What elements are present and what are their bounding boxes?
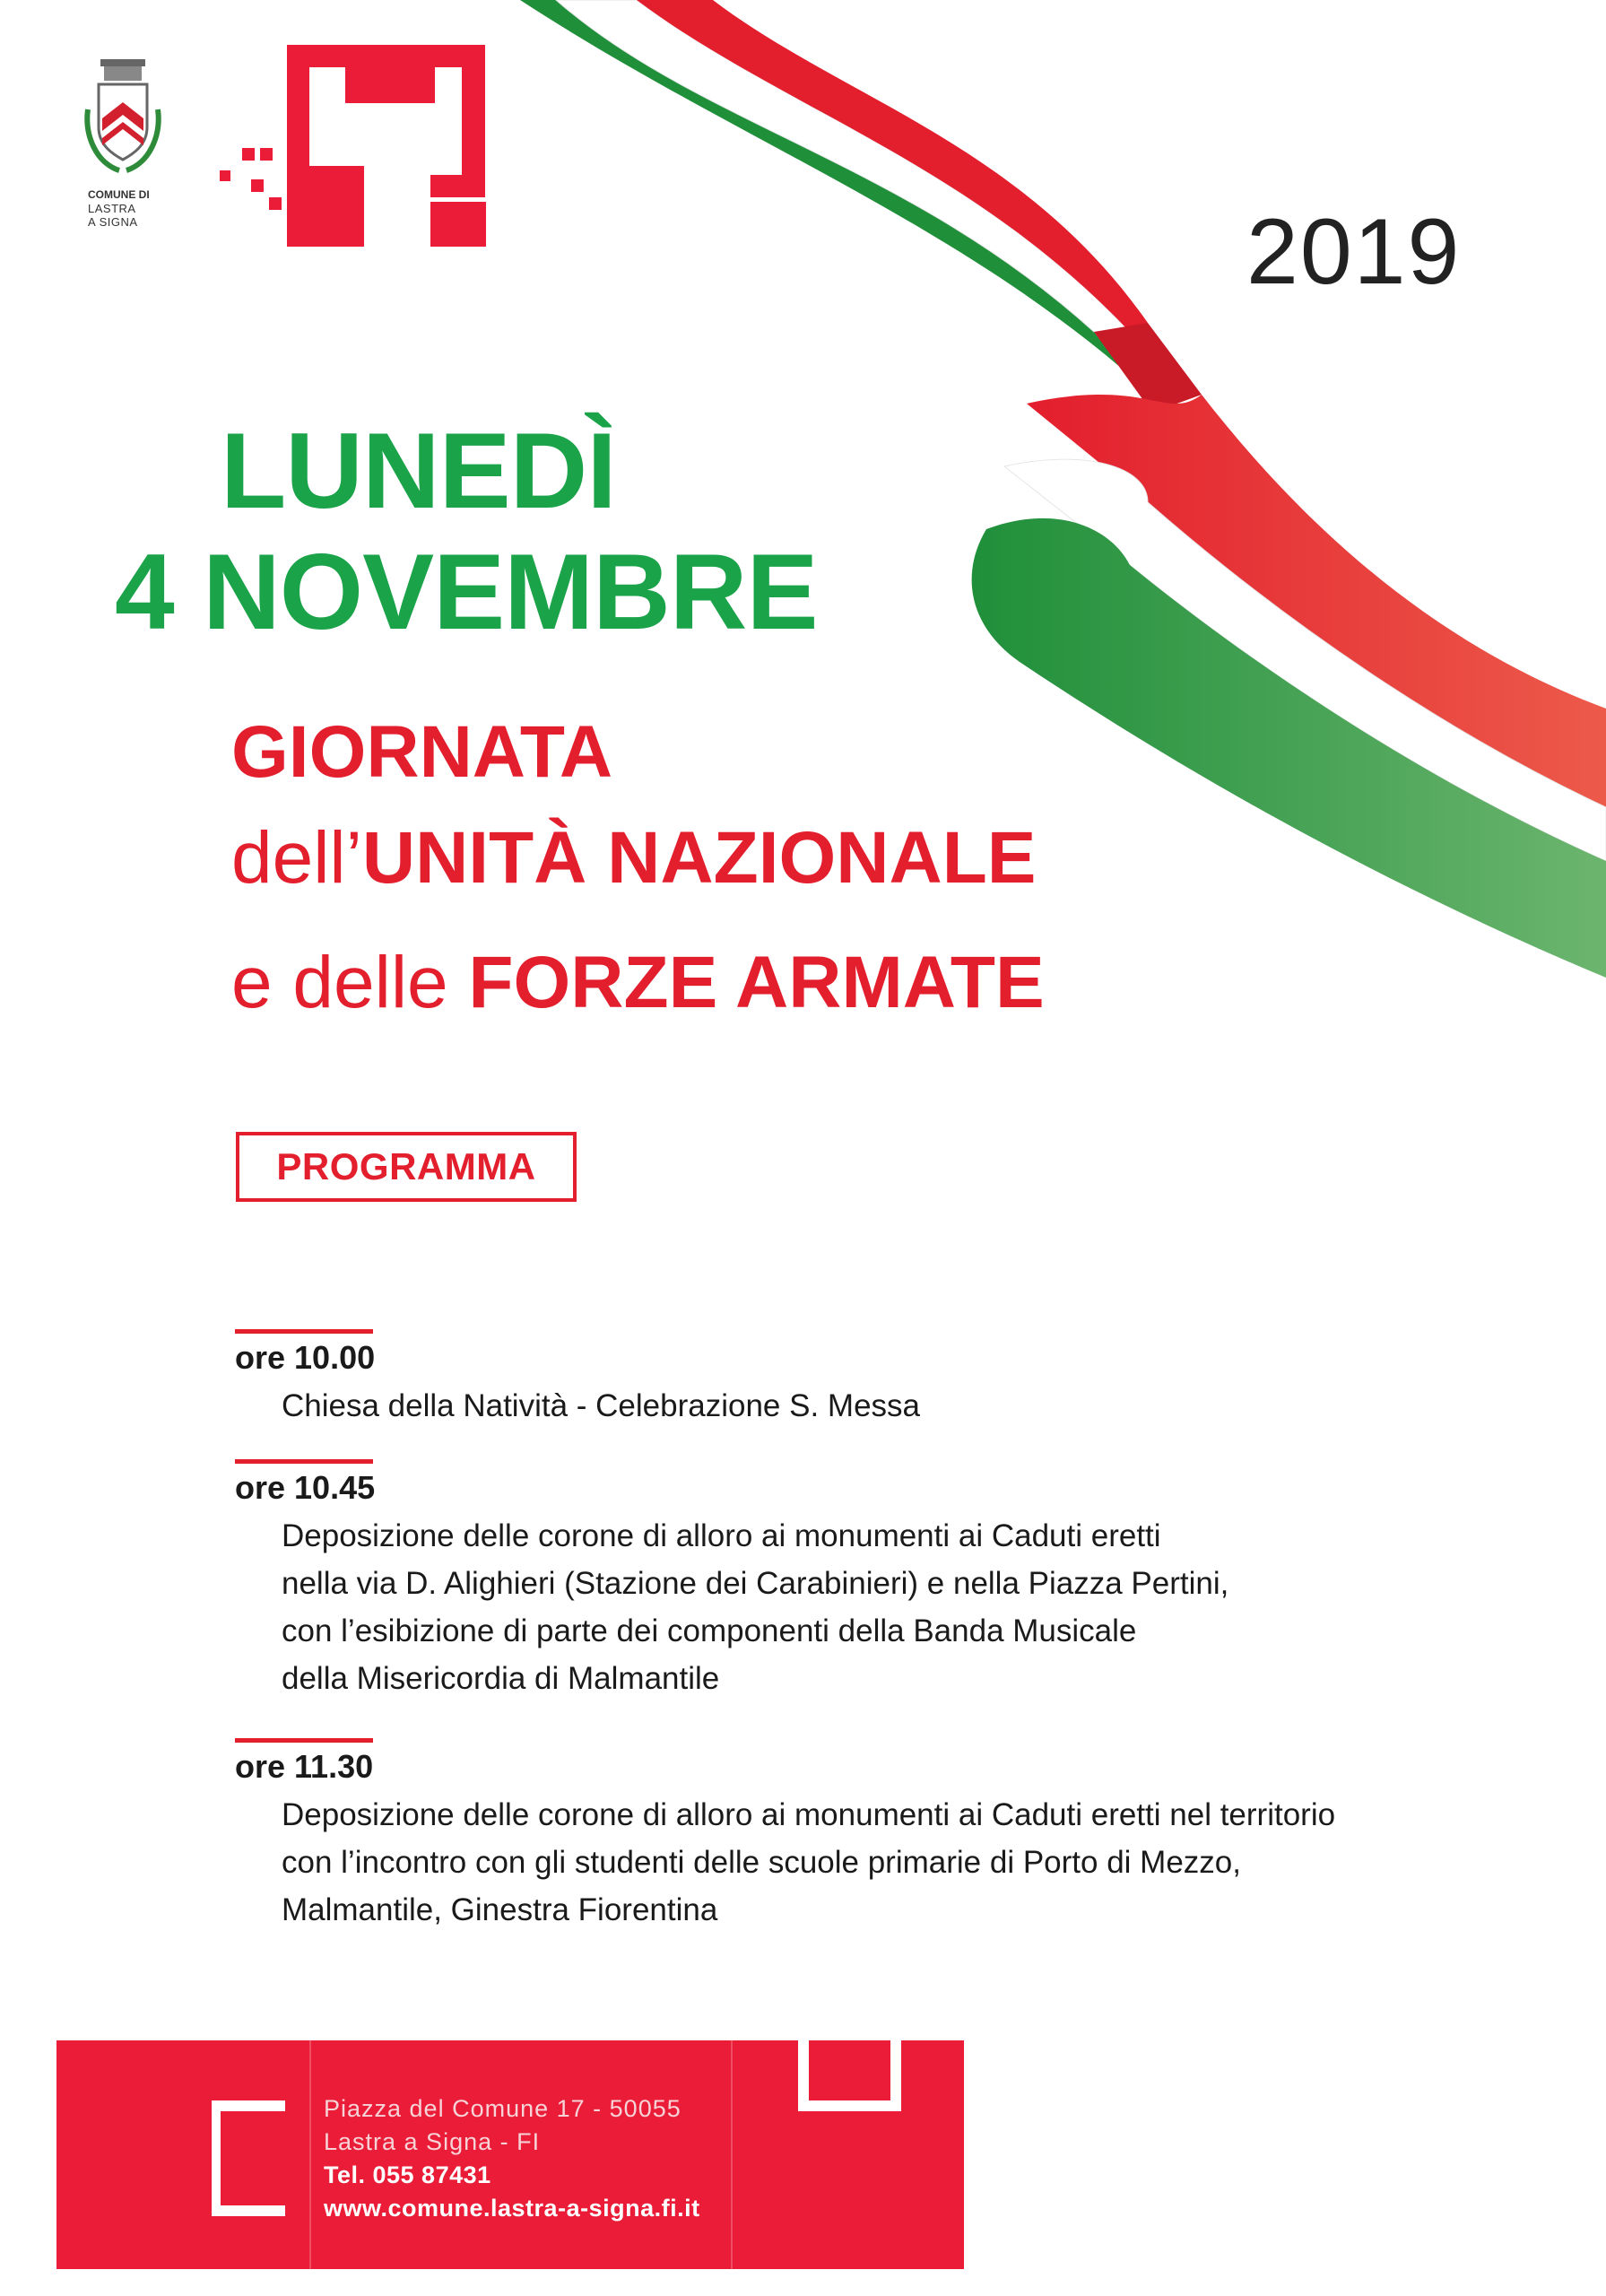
comune-label-line1: COMUNE DI	[88, 188, 150, 201]
schedule-divider	[235, 1738, 373, 1743]
schedule-description	[282, 1791, 1335, 1934]
footer-address-line2: Lastra a Signa - FI	[324, 2128, 541, 2155]
schedule-description-line: con l’esibizione di parte dei componenti della Banda Musicale	[282, 1613, 1137, 1648]
schedule-divider	[235, 1459, 373, 1464]
comune-crest-icon	[79, 56, 167, 190]
event-title-line2-prefix: dell’	[231, 817, 362, 899]
event-title-line3-bold: FORZE ARMATE	[468, 942, 1045, 1023]
schedule-description-line: nella via D. Alighieri (Stazione dei Carabinieri) e nella Piazza Pertini,	[282, 1566, 1229, 1601]
footer-website-link[interactable]: www.comune.lastra-a-signa.fi.it	[324, 2195, 700, 2222]
schedule-divider	[235, 1329, 373, 1334]
event-title-line1: GIORNATA	[231, 711, 613, 793]
schedule-description-line: con l’incontro con gli studenti delle scuole primarie di Porto di Mezzo,	[282, 1845, 1241, 1880]
schedule-description-line: Deposizione delle corone di alloro ai monumenti ai Caduti eretti	[282, 1518, 1161, 1553]
footer-address-line1: Piazza del Comune 17 - 50055	[324, 2095, 681, 2122]
schedule-description-line: Chiesa della Natività - Celebrazione S. Messa	[282, 1388, 920, 1423]
event-title-line3-prefix: e delle	[231, 942, 469, 1023]
date-weekday: LUNEDÌ	[221, 411, 616, 531]
event-title-line3	[231, 942, 1045, 1023]
schedule-description	[282, 1382, 920, 1430]
year: 2019	[1246, 200, 1462, 304]
schedule-description-line: Deposizione delle corone di alloro ai monumenti ai Caduti eretti nel territorio	[282, 1797, 1336, 1832]
date-day-month: 4 NOVEMBRE	[115, 532, 818, 652]
schedule-description	[282, 1512, 1228, 1702]
brand-square-icon	[202, 40, 489, 256]
footer-contacts	[324, 2092, 700, 2225]
comune-label-line3: A SIGNA	[88, 215, 138, 229]
schedule-time: ore 10.00	[235, 1339, 376, 1376]
schedule-time: ore 11.30	[235, 1748, 374, 1785]
comune-label-line2: LASTRA	[88, 202, 136, 215]
schedule-item	[235, 1329, 920, 1430]
event-title-line2-bold: UNITÀ NAZIONALE	[361, 817, 1037, 899]
program-label: PROGRAMMA	[236, 1132, 577, 1202]
footer-phone: Tel. 055 87431	[324, 2161, 491, 2188]
schedule-description-line: Malmantile, Ginestra Fiorentina	[282, 1892, 718, 1927]
schedule-description-line: della Misericordia di Malmantile	[282, 1661, 720, 1696]
event-title-line2	[231, 817, 1037, 899]
schedule-time: ore 10.45	[235, 1469, 376, 1506]
schedule-item	[235, 1459, 1228, 1702]
schedule-item	[235, 1738, 1335, 1934]
footer-banner	[56, 2040, 964, 2269]
comune-label	[88, 188, 169, 229]
